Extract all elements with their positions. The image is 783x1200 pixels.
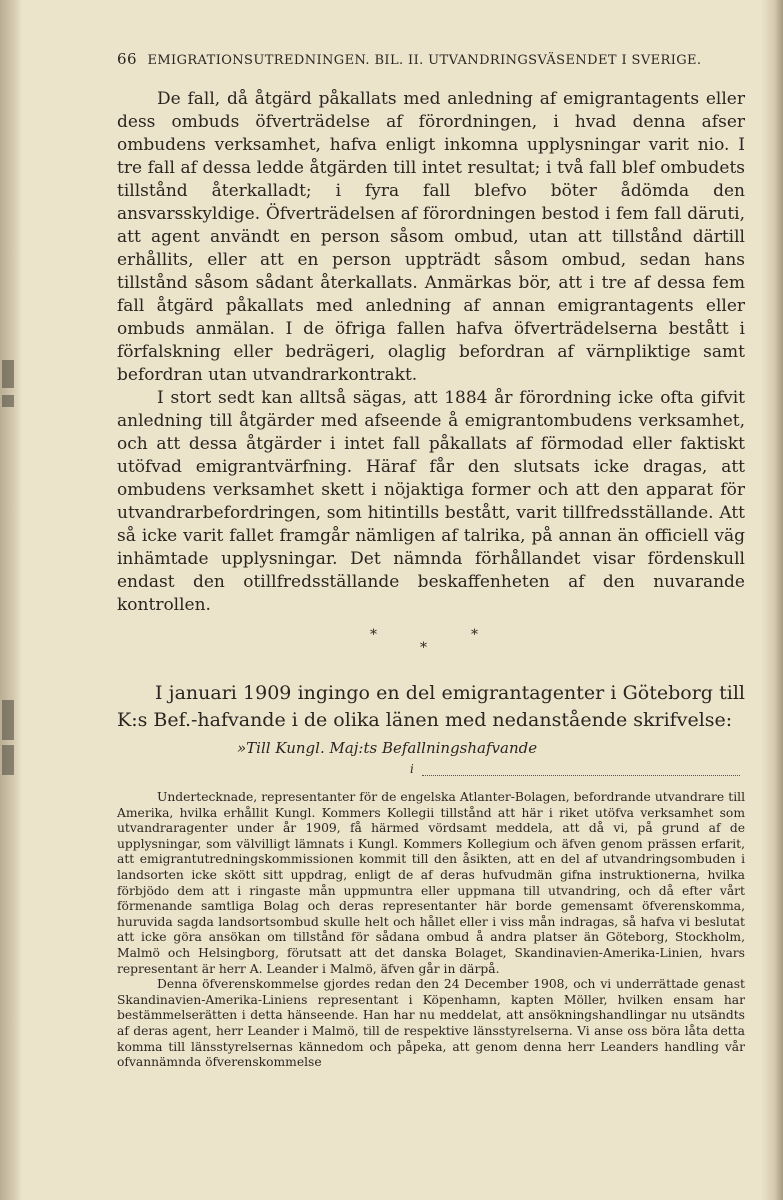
intro-paragraph: I januari 1909 ingingo en del emigrantagenter i Göteborg till K:s Bef.-hafvande i de olika länen med nedanstående skrifvelse: <box>117 682 745 731</box>
dotted-rule <box>422 775 740 776</box>
letter-salutation: »Till Kungl. Maj:ts Befallningshafvande <box>237 739 538 757</box>
quoted-letter <box>117 790 745 1071</box>
address-mark: i <box>410 762 414 776</box>
page-number: 66 <box>117 50 137 68</box>
separator-star: * <box>420 640 427 656</box>
separator-star: * <box>370 627 377 643</box>
body-paragraph: I stort sedt kan alltså sägas, att 1884 år förordning icke ofta gifvit anledning till åtgärder med afseende å emigrantombudens verksamhet, och att dessa åtgärder i intet fall påkallats af förmodad eller faktiskt utöfvad emigrantvärfning. Häraf får den slutsats icke dragas, att ombudens verksamhet skett i nöjaktiga former och att den apparat för utvandrarbefordringen, som hitintills bestått, varit tillfredsställande. Att så icke varit fallet framgår nämligen af talrika, på annan än officiell väg inhämtade upplysningar. Det nämnda förhållandet visar fördenskull endast den otillfredsställande beskaffenheten af den nuvarande kontrollen. <box>117 388 745 615</box>
spine-mark <box>2 360 14 388</box>
intro-section <box>117 680 745 734</box>
running-header <box>117 50 745 68</box>
running-title: EMIGRATIONSUTREDNINGEN. BIL. II. UTVANDRINGSVÄSENDET I SVERIGE. <box>147 53 702 68</box>
letter-paragraph: Denna öfverenskommelse gjordes redan den 24 December 1908, och vi underrättade genast Skandinavien-Amerika-Liniens representant i Köpenhamn, kapten Möller, hvilken ensam har bestämmelserätten i detta hänseende. Han har nu meddelat, att ansökningshandlingar nu utsändts af deras agent, herr Leander i Malmö, till de respektive länsstyrelserna. Vi anse oss böra låta detta komma till länsstyrelsernas kännedom och påpeka, att genom denna herr Leanders handling vår ofvannämnda öfverenskommelse <box>117 977 745 1070</box>
page-edge-shadow <box>761 0 783 1200</box>
spine-mark <box>2 395 14 407</box>
address-line <box>410 762 740 782</box>
spine-mark <box>2 700 14 740</box>
spine-mark <box>2 745 14 775</box>
page-spine-shadow <box>0 0 22 1200</box>
separator-star: * <box>471 627 478 643</box>
body-text <box>117 88 745 617</box>
section-separator <box>117 625 745 655</box>
letter-paragraph: Undertecknade, representanter för de engelska Atlanter-Bolagen, befordrande utvandrare till Amerika, hvilka erhållit Kungl. Kommers Kollegii tillstånd att här i riket utöfva verksamhet som utvandraragenter under år 1909, få härmed vördsamt meddela, att då vi, på grund af de upplysningar, som välvilligt lämnats i Kungl. Kommers Kollegium och äfven genom prässen erfarit, att emigrantutredningskommissionen kommit till den åsikten, att en del af utvandringsombuden i landsorten icke skött sitt uppdrag, enligt de af deras hufvudmän gifna instruktionerna, hvilka förbjödo dem att i ringaste mån uppmuntra eller uppmana till utvandring, och då efter vårt förmenande samtliga Bolag och deras representanter här borde gemensamt öfverenskomma, huruvida sagda landsortsombud skulle helt och hållet eller i viss mån indragas, så hafva vi beslutat att icke göra ansökan om tillstånd för sådana ombud å andra platser än Göteborg, Stockholm, Malmö och Helsingborg, förutsatt att det danska Bolaget, Skandinavien-Amerika-Linien, hvars representant är herr A. Leander i Malmö, äfven går in därpå. <box>117 790 745 976</box>
body-paragraph: De fall, då åtgärd påkallats med anledning af emigrantagents eller dess ombuds öfverträdelse af förordningen, i hvad denna afser ombudens verksamhet, hafva enligt inkomna upplysningar varit nio. I tre fall af dessa ledde åtgärden till intet resultat; i två fall blef ombudets tillstånd återkalladt; i fyra fall blefvo böter ådömda den ansvarsskyldige. Öfverträdelsen af förordningen bestod i fem fall däruti, att agent användt en person såsom ombud, utan att tillstånd därtill erhållits, eller att en person uppträdt såsom ombud, sedan hans tillstånd såsom sådant återkallats. Anmärkas bör, att i tre af dessa fem fall åtgärd påkallats med anledning af annan emigrantagents eller ombuds anmälan. I de öfriga fallen hafva öfverträdelserna bestått i förfalskning eller bedrägeri, olaglig befordran af värnpliktige samt befordran utan utvandrarkontrakt. <box>117 89 745 385</box>
